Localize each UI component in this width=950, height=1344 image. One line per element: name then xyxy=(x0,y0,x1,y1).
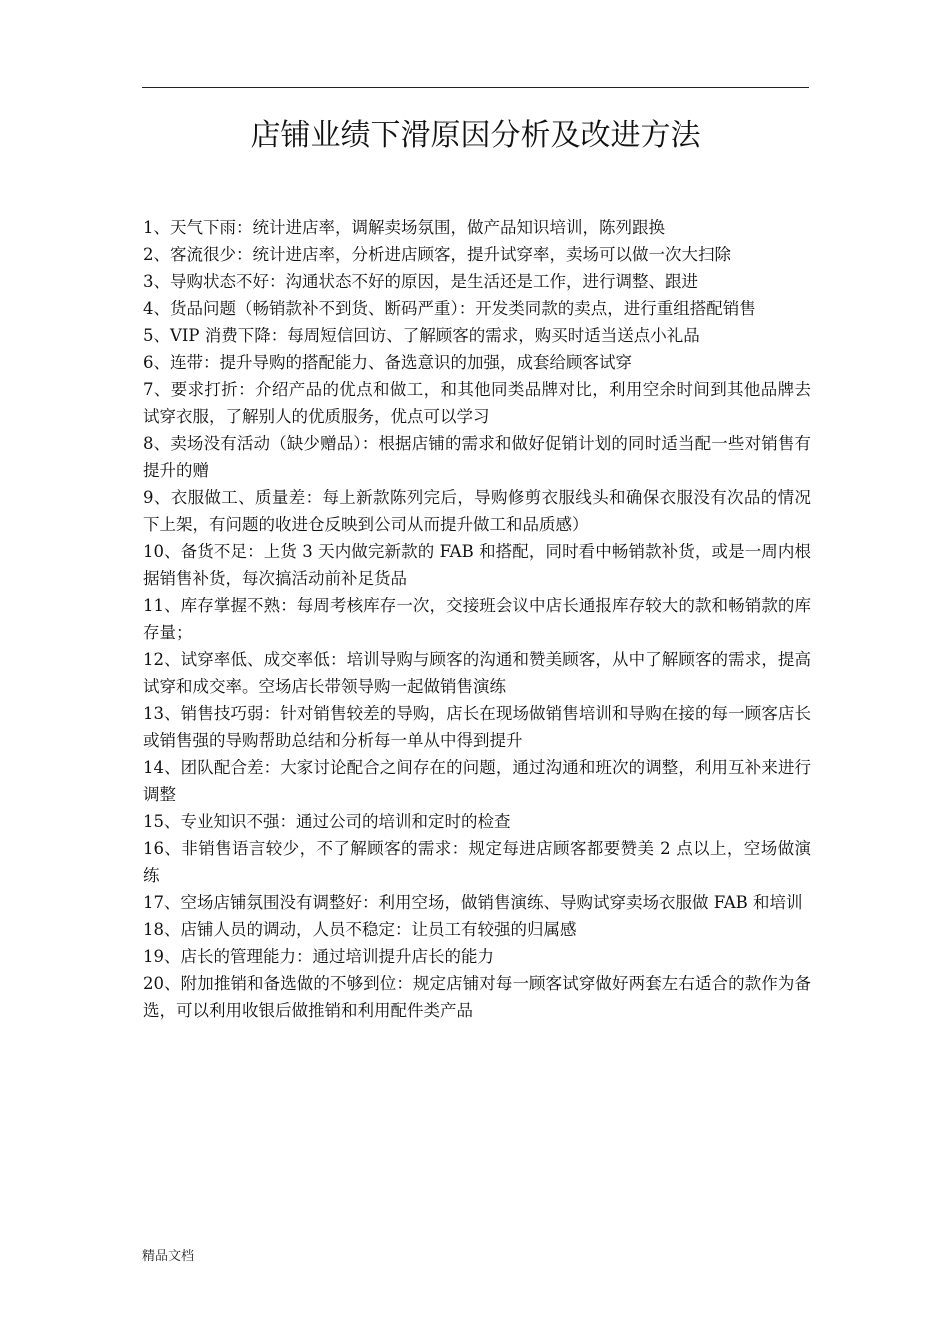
page-footer: 精品文档 xyxy=(142,1249,195,1264)
list-item-3: 3、导购状态不好：沟通状态不好的原因，是生活还是工作，进行调整、跟进 xyxy=(143,272,698,291)
list-item-11: 11、库存掌握不熟：每周考核库存一次，交接班会议中店长通报库存较大的款和畅销款的库存量； xyxy=(143,596,811,642)
list-item-18: 18、店铺人员的调动，人员不稳定：让员工有较强的归属感 xyxy=(143,920,577,939)
list-item-16: 16、非销售语言较少，不了解顾客的需求：规定每进店顾客都要赞美 2 点以上，空场做演练 xyxy=(143,839,811,885)
list-item-1: 1、天气下雨：统计进店率，调解卖场氛围，做产品知识培训，陈列跟换 xyxy=(143,218,665,237)
list-item-15: 15、专业知识不强：通过公司的培训和定时的检查 xyxy=(143,812,511,831)
list-item-4: 4、货品问题（畅销款补不到货、断码严重）：开发类同款的卖点，进行重组搭配销售 xyxy=(143,299,756,318)
list-item-2: 2、客流很少：统计进店率，分析进店顾客，提升试穿率，卖场可以做一次大扫除 xyxy=(143,245,731,264)
header-rule xyxy=(142,87,809,88)
list-item-12: 12、试穿率低、成交率低：培训导购与顾客的沟通和赞美顾客，从中了解顾客的需求，提高试穿和成交率。空场店长带领导购一起做销售演练 xyxy=(143,650,811,696)
list-item-7: 7、要求打折：介绍产品的优点和做工，和其他同类品牌对比，利用空余时间到其他品牌去试穿衣服，了解别人的优质服务，优点可以学习 xyxy=(143,380,811,426)
list-item-10: 10、备货不足：上货 3 天内做完新款的 FAB 和搭配，同时看中畅销款补货，或是一周内根据销售补货，每次搞活动前补足货品 xyxy=(143,542,811,588)
list-item-6: 6、连带：提升导购的搭配能力、备选意识的加强，成套给顾客试穿 xyxy=(143,353,632,372)
list-item-14: 14、团队配合差：大家讨论配合之间存在的问题，通过沟通和班次的调整，利用互补来进行调整 xyxy=(143,758,811,804)
list-item-9: 9、衣服做工、质量差：每上新款陈列完后，导购修剪衣服线头和确保衣服没有次品的情况下上架，有问题的收进仓反映到公司从而提升做工和品质感） xyxy=(143,488,811,534)
list-item-17: 17、空场店铺氛围没有调整好：利用空场，做销售演练、导购试穿卖场衣服做 FAB 和培训 xyxy=(143,893,803,912)
list-item-19: 19、店长的管理能力：通过培训提升店长的能力 xyxy=(143,947,494,966)
document-title: 店铺业绩下滑原因分析及改进方法 xyxy=(250,118,701,153)
item-list xyxy=(143,214,811,1024)
list-item-13: 13、销售技巧弱：针对销售较差的导购，店长在现场做销售培训和导购在接的每一顾客店长或销售强的导购帮助总结和分析每一单从中得到提升 xyxy=(143,704,811,750)
list-item-8: 8、卖场没有活动（缺少赠品）：根据店铺的需求和做好促销计划的同时适当配一些对销售有提升的赠 xyxy=(143,434,811,480)
list-item-20: 20、附加推销和备选做的不够到位：规定店铺对每一顾客试穿做好两套左右适合的款作为备选，可以利用收银后做推销和利用配件类产品 xyxy=(143,974,811,1020)
list-item-5: 5、VIP 消费下降：每周短信回访、了解顾客的需求，购买时适当送点小礼品 xyxy=(143,326,700,345)
